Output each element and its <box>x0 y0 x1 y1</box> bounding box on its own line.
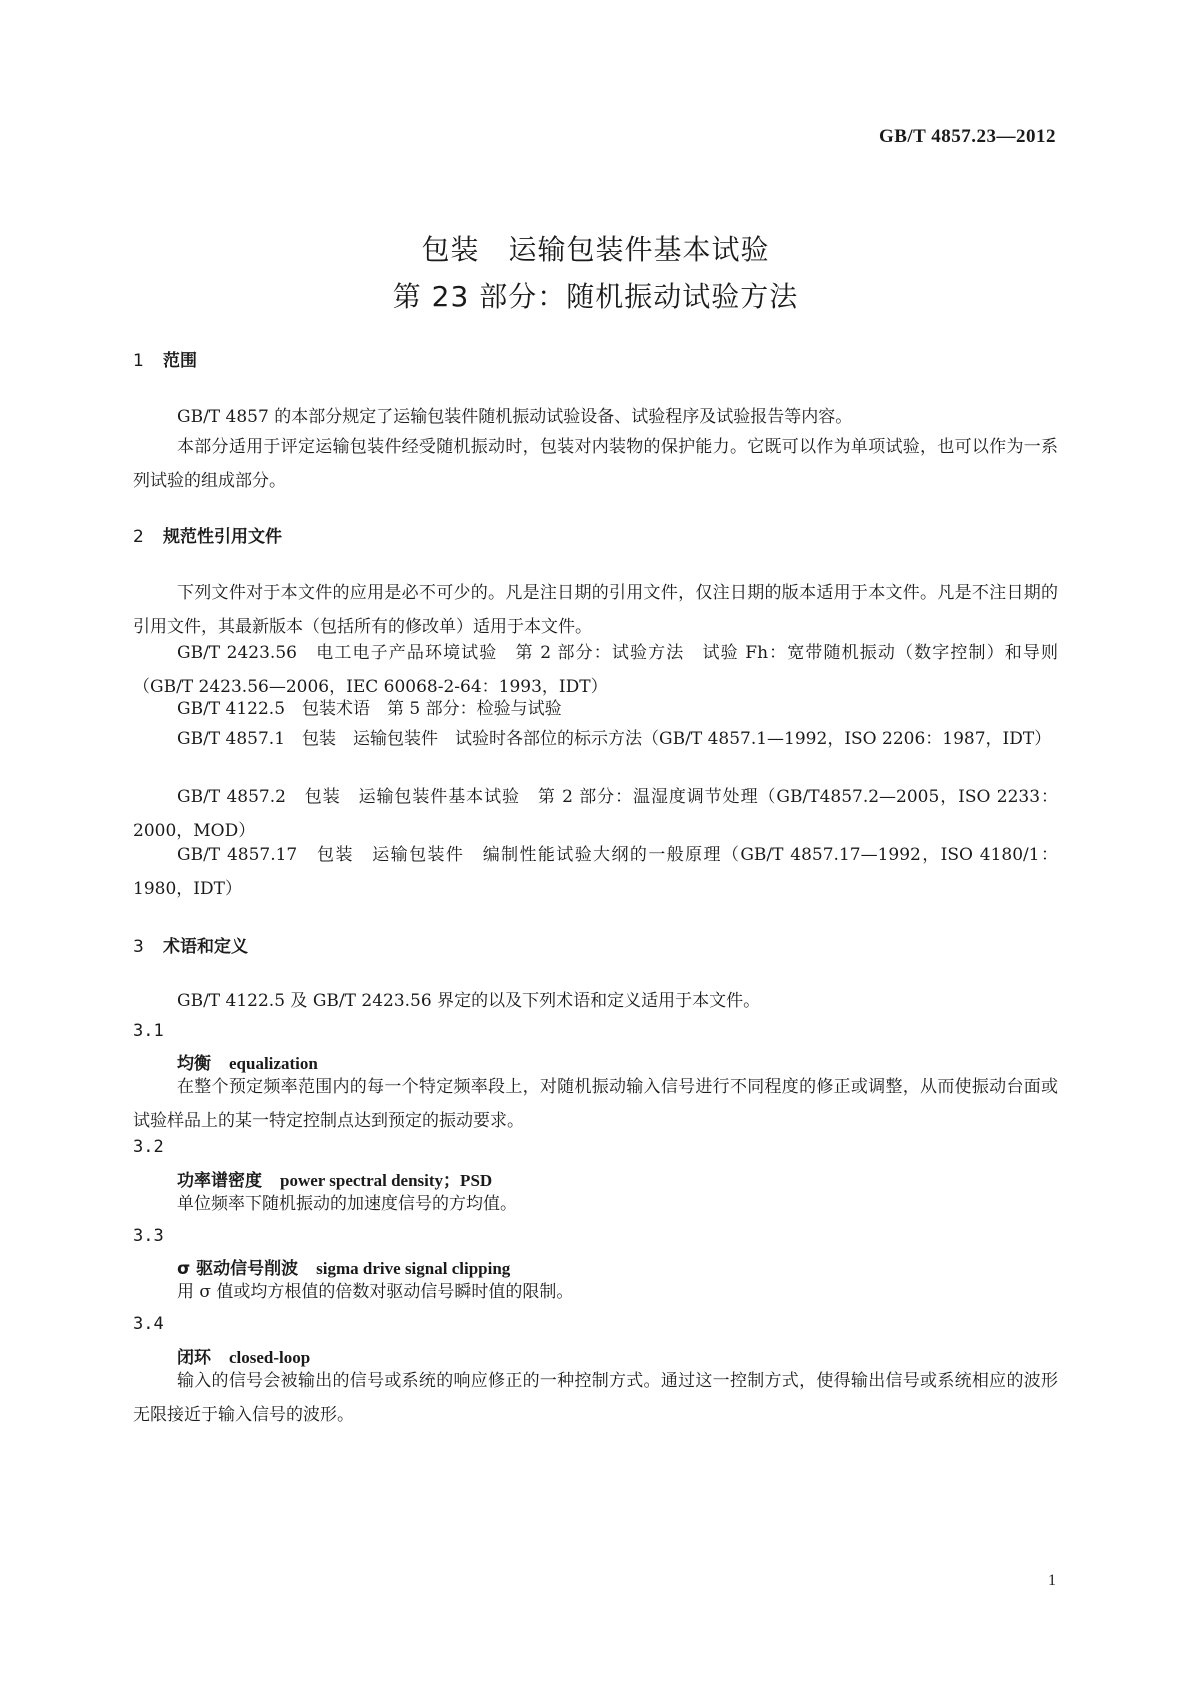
reference-item: GB/T 4122.5 包装术语 第 5 部分：检验与试验 <box>177 699 562 719</box>
term-number: 3.1 <box>133 1021 164 1041</box>
section-title: 范围 <box>163 351 197 371</box>
term-zh: 功率谱密度 <box>177 1171 262 1191</box>
paragraph: 下列文件对于本文件的应用是必不可少的。凡是注日期的引用文件，仅注日期的版本适用于本文件。凡是不注日期的引用文件，其最新版本（包括所有的修改单）适用于本文件。 <box>133 583 1058 637</box>
term-definition: 单位频率下随机振动的加速度信号的方均值。 <box>177 1194 517 1214</box>
term-en: equalization <box>229 1054 318 1073</box>
page-number: 1 <box>1048 1572 1056 1589</box>
section-2-heading <box>133 522 282 547</box>
term-number: 3.2 <box>133 1137 164 1157</box>
term-definition: 在整个预定频率范围内的每一个特定频率段上，对随机振动输入信号进行不同程度的修正或调整，从而使振动台面或试验样品上的某一特定控制点达到预定的振动要求。 <box>133 1077 1058 1131</box>
section-1-heading <box>133 346 197 371</box>
reference-item: GB/T 4857.17 包装 运输包装件 编制性能试验大纲的一般原理（GB/T 4857.17—1992，ISO 4180/1：1980，IDT） <box>133 845 1058 899</box>
paragraph: GB/T 4122.5 及 GB/T 2423.56 界定的以及下列术语和定义适用于本文件。 <box>177 991 761 1011</box>
paragraph: 本部分适用于评定运输包装件经受随机振动时，包装对内装物的保护能力。它既可以作为单项试验，也可以作为一系列试验的组成部分。 <box>133 437 1058 491</box>
reference-item: GB/T 4857.1 包装 运输包装件 试验时各部位的标示方法（GB/T 4857.1—1992，ISO 2206：1987，IDT） <box>177 729 1052 749</box>
section-3-heading <box>133 932 248 957</box>
title-line-1: 包装 运输包装件基本试验 <box>421 233 770 266</box>
term-zh: 均衡 <box>177 1054 211 1074</box>
term-zh: σ 驱动信号削波 <box>177 1259 299 1279</box>
term-number: 3.3 <box>133 1226 164 1246</box>
title-line-2: 第 23 部分：随机振动试验方法 <box>392 280 799 313</box>
reference-item: GB/T 4857.2 包装 运输包装件基本试验 第 2 部分：温湿度调节处理（GB/T4857.2—2005，ISO 2233：2000，MOD） <box>133 787 1058 841</box>
term-definition: 输入的信号会被输出的信号或系统的响应修正的一种控制方式。通过这一控制方式，使得输出信号或系统相应的波形无限接近于输入信号的波形。 <box>133 1371 1058 1425</box>
section-number: 2 <box>133 527 144 547</box>
reference-item: GB/T 2423.56 电工电子产品环境试验 第 2 部分：试验方法 试验 Fh：宽带随机振动（数字控制）和导则（GB/T 2423.56—2006，IEC 60068-2-64：1993，IDT） <box>133 643 1058 697</box>
standard-code: GB/T 4857.23—2012 <box>878 126 1056 147</box>
term-en: closed-loop <box>229 1348 311 1367</box>
term-en: sigma drive signal clipping <box>316 1259 511 1278</box>
term-zh: 闭环 <box>177 1348 211 1368</box>
paragraph: GB/T 4857 的本部分规定了运输包装件随机振动试验设备、试验程序及试验报告等内容。 <box>177 407 853 427</box>
section-title: 术语和定义 <box>163 937 248 957</box>
term-definition: 用 σ 值或均方根值的倍数对驱动信号瞬时值的限制。 <box>177 1282 574 1302</box>
section-title: 规范性引用文件 <box>163 527 282 547</box>
section-number: 1 <box>133 351 144 371</box>
term-en: power spectral density；PSD <box>280 1171 493 1190</box>
section-number: 3 <box>133 937 144 957</box>
term-number: 3.4 <box>133 1314 164 1334</box>
